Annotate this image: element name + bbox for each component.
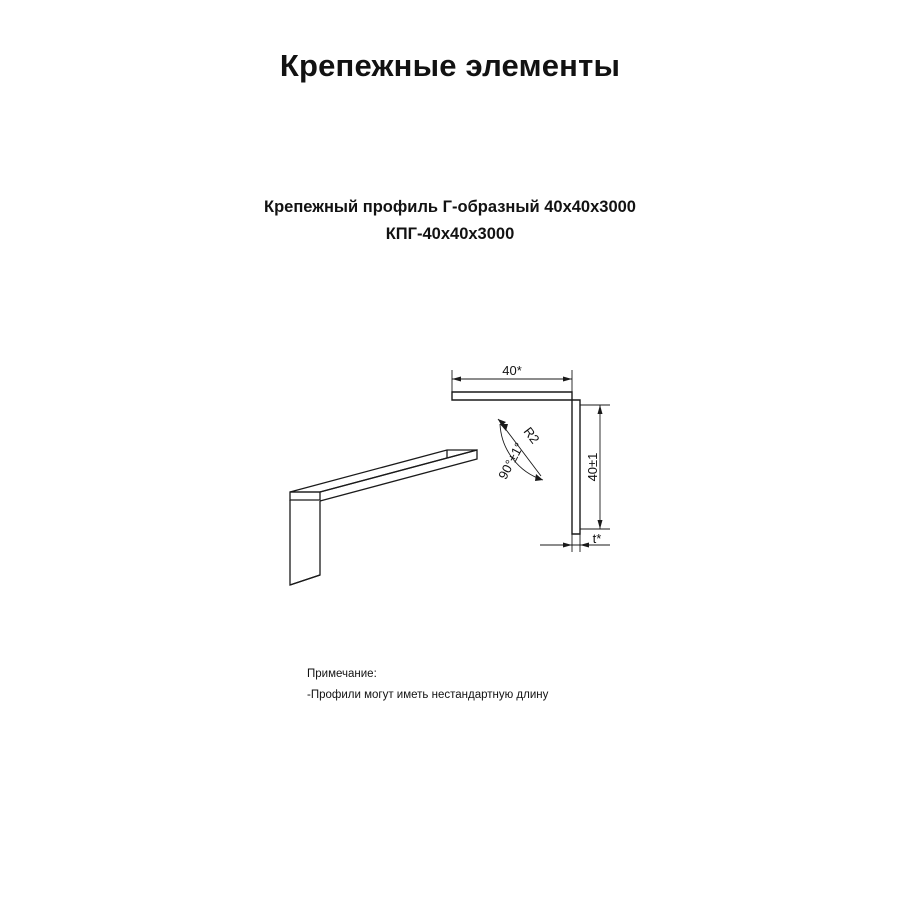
note-heading: Примечание: <box>307 668 377 680</box>
radius-label: R2 <box>520 424 543 447</box>
height-arrow-top <box>598 405 603 414</box>
profile-top-face <box>290 450 477 492</box>
isometric-profile-view <box>290 450 477 585</box>
profile-vertical-flange <box>290 500 320 585</box>
width-dimension-label: 40* <box>502 363 522 378</box>
note-block <box>307 664 727 706</box>
width-arrow-left <box>452 377 461 382</box>
profile-front-thickness <box>290 492 320 500</box>
thickness-arrow-right <box>580 543 589 548</box>
width-arrow-right <box>563 377 572 382</box>
height-arrow-bottom <box>598 520 603 529</box>
angle-arrow-end <box>535 474 543 481</box>
thickness-arrow-left <box>563 543 572 548</box>
product-code: КПГ-40х40х3000 <box>385 225 515 243</box>
angle-label: 90°±1° <box>495 440 527 482</box>
product-name: Крепежный профиль Г-образный 40х40х3000 <box>264 198 636 216</box>
page-title: Крепежные элементы <box>279 48 621 83</box>
thickness-dimension-label: t* <box>592 531 602 546</box>
profile-bottom-edge <box>290 575 320 585</box>
profile-right-face <box>320 450 477 501</box>
height-dimension-label: 40±1 <box>585 452 600 482</box>
note-item: -Профили могут иметь нестандартную длину <box>307 689 549 701</box>
